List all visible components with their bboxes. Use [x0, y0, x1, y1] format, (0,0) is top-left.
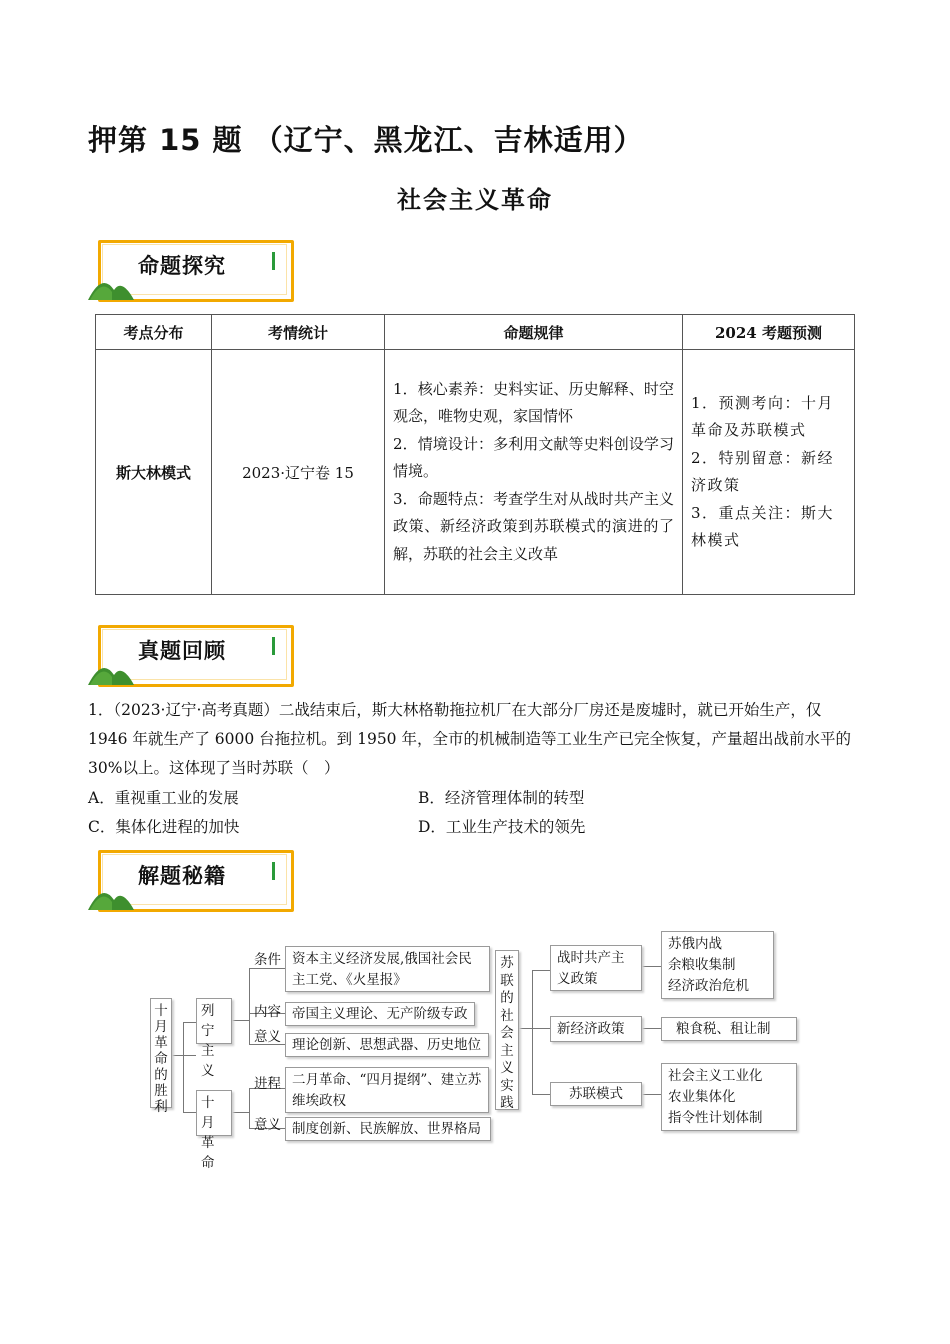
section-banner-secret [88, 846, 298, 918]
topic-cell: 斯大林模式 [96, 350, 212, 595]
page-subtitle: 社会主义革命 [397, 186, 553, 214]
section-title: 命题探究 [138, 254, 226, 278]
section-banner-explore [88, 236, 298, 308]
process-node: 二月革命、“四月提纲”、建立苏维埃政权 [285, 1067, 489, 1113]
prediction-item: 3．重点关注：斯大林模式 [691, 503, 835, 549]
hill-icon [88, 649, 138, 689]
branch-label: 条件 [254, 952, 281, 968]
rule-item: 1．核心素养：史料实证、历史解释、时空观念，唯物史观，家国情怀 [393, 379, 674, 426]
lenin-node [196, 998, 232, 1079]
rule-item: 3．命题特点：考查学生对从战时共产主义政策、新经济政策到苏联模式的演进的了解，苏联的社会主义改革 [393, 489, 674, 563]
practice-node [495, 950, 519, 1110]
table-header: 考点分布 [96, 315, 212, 350]
root-node [150, 998, 172, 1115]
option-c: C．集体化进程的加快 [88, 818, 240, 836]
section-title: 解题秘籍 [138, 864, 226, 888]
war-communism-node: 战时共产主义政策 [550, 945, 642, 991]
soviet-model-node: 苏联模式 [550, 1082, 642, 1106]
rule-item: 2．情境设计：多利用文献等史料创设学习情境。 [393, 434, 674, 481]
branch-label: 内容 [254, 1004, 281, 1020]
nep-node: 新经济政策 [550, 1016, 642, 1042]
list-item: 苏俄内战 [668, 936, 722, 952]
meaning2-node: 制度创新、民族解放、世界格局 [285, 1117, 491, 1141]
nep-items: 粮食税、租让制 [661, 1017, 797, 1041]
branch-label: 意义 [254, 1029, 281, 1045]
soviet-model-items [661, 1063, 797, 1131]
exam-analysis-table [95, 314, 855, 595]
list-item: 农业集体化 [668, 1089, 736, 1105]
list-item: 余粮收集制 [668, 957, 736, 973]
table-header: 考情统计 [212, 315, 385, 350]
table-header-row [96, 315, 855, 350]
meaning-node: 理论创新、思想武器、历史地位 [285, 1033, 489, 1057]
prediction-item: 1．预测考向：十月革命及苏联模式 [691, 393, 835, 439]
node-label: 十月革命 [201, 1095, 215, 1171]
node-label: 十月革命的胜利 [154, 1003, 168, 1115]
question-stem: 1．（2023·辽宁·高考真题）二战结束后，斯大林格勒拖拉机厂在大部分厂房还是废墟时，就已开始生产，仅 1946 年就生产了 6000 台拖拉机。到 1950 年，全市的机械制造等工业生产已完全恢复，产量超出战前水平的 30%以上。这体现了当时苏联（ ） [88, 701, 851, 777]
option-d: D．工业生产技术的领先 [418, 818, 586, 836]
conditions-node: 资本主义经济发展,俄国社会民主工党、《火星报》 [285, 946, 490, 992]
hill-icon [88, 264, 138, 304]
node-label: 列宁主义 [201, 1003, 215, 1079]
list-item: 指令性计划体制 [668, 1110, 763, 1126]
section-banner-review [88, 621, 298, 693]
table-header: 命题规律 [385, 315, 683, 350]
option-a: A．重视重工业的发展 [88, 789, 239, 807]
war-communism-items [661, 931, 774, 999]
node-label: 苏联的社会主义实践 [500, 955, 514, 1111]
content-node: 帝国主义理论、无产阶级专政 [285, 1002, 475, 1026]
page-title: 押第 15 题 （辽宁、黑龙江、吉林适用） [88, 123, 644, 157]
list-item: 社会主义工业化 [668, 1068, 763, 1084]
prediction-cell [683, 350, 855, 595]
stats-cell: 2023·辽宁卷 15 [212, 350, 385, 595]
rules-cell [385, 350, 683, 595]
branch-label: 进程 [254, 1076, 281, 1092]
october-node [196, 1090, 232, 1171]
table-header: 2024 考题预测 [683, 315, 855, 350]
table-row [96, 350, 855, 595]
section-title: 真题回顾 [138, 639, 226, 663]
branch-label: 意义 [254, 1117, 281, 1133]
list-item: 经济政治危机 [668, 978, 749, 994]
hill-icon [88, 874, 138, 914]
option-b: B．经济管理体制的转型 [418, 789, 585, 807]
prediction-item: 2．特别留意：新经济政策 [691, 448, 835, 494]
